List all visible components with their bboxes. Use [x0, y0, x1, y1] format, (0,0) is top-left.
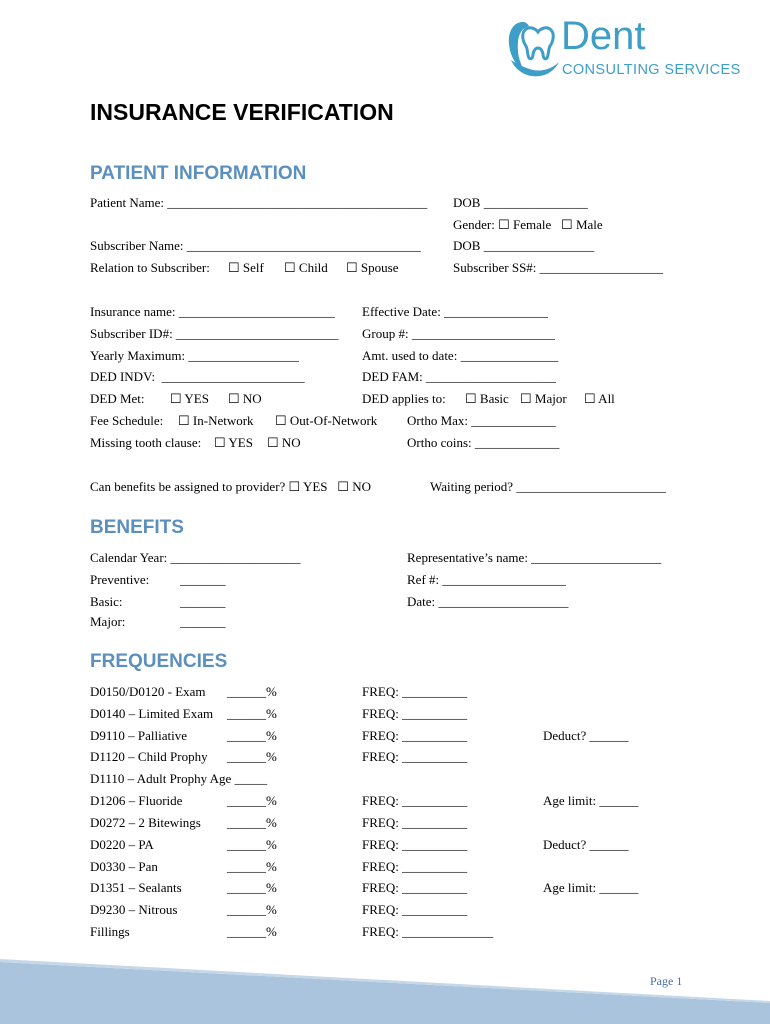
- ortho-coins-field[interactable]: Ortho coins: _____________: [407, 435, 560, 450]
- relation-label: Relation to Subscriber:: [90, 260, 210, 275]
- coverage-percent-field[interactable]: ______%: [227, 749, 277, 764]
- relation-self-checkbox[interactable]: ☐ Self: [228, 260, 264, 275]
- waiting-period-field[interactable]: Waiting period? _______________________: [430, 479, 666, 494]
- patient-info-heading: PATIENT INFORMATION: [90, 163, 307, 184]
- procedure-code-label: D1206 – Fluoride: [90, 793, 183, 808]
- ortho-max-field[interactable]: Ortho Max: _____________: [407, 413, 556, 428]
- ded-basic-checkbox[interactable]: ☐ Basic: [465, 391, 509, 406]
- coverage-percent-field[interactable]: ______%: [227, 859, 277, 874]
- fee-schedule-label: Fee Schedule:: [90, 413, 164, 428]
- preventive-label: Preventive:: [90, 572, 150, 587]
- preventive-field[interactable]: _______: [180, 572, 226, 587]
- ded-fam-field[interactable]: DED FAM: ____________________: [362, 369, 557, 384]
- basic-field[interactable]: _______: [180, 594, 226, 609]
- procedure-code-label: D0330 – Pan: [90, 859, 158, 874]
- frequency-field[interactable]: FREQ: __________: [362, 749, 468, 764]
- procedure-code-label: D9110 – Palliative: [90, 728, 188, 743]
- frequency-field[interactable]: FREQ: __________: [362, 880, 468, 895]
- coverage-percent-field[interactable]: ______%: [227, 815, 277, 830]
- coverage-percent-field[interactable]: ______%: [227, 902, 277, 917]
- subscriber-id-field[interactable]: Subscriber ID#: _________________________: [90, 326, 339, 341]
- yearly-maximum-field[interactable]: Yearly Maximum: _________________: [90, 348, 299, 363]
- extra-field[interactable]: Deduct? ______: [543, 837, 629, 852]
- frequency-field[interactable]: FREQ: __________: [362, 837, 468, 852]
- patient-name-field[interactable]: Patient Name: ________________________________________: [90, 195, 428, 210]
- amt-used-field[interactable]: Amt. used to date: _______________: [362, 348, 559, 363]
- extra-field[interactable]: Age limit: ______: [543, 793, 639, 808]
- subscriber-name-field[interactable]: Subscriber Name: ____________________________________: [90, 238, 421, 253]
- major-label: Major:: [90, 614, 126, 629]
- procedure-code-label: Fillings: [90, 924, 130, 939]
- insurance-name-field[interactable]: Insurance name: ________________________: [90, 304, 335, 319]
- ded-indv-field[interactable]: DED INDV: ______________________: [90, 369, 305, 384]
- frequency-field[interactable]: FREQ: __________: [362, 706, 468, 721]
- ded-met-yes-checkbox[interactable]: ☐ YES: [170, 391, 209, 406]
- coverage-percent-field[interactable]: ______%: [227, 684, 277, 699]
- relation-child-checkbox[interactable]: ☐ Child: [284, 260, 328, 275]
- subscriber-ss-field[interactable]: Subscriber SS#: ___________________: [453, 260, 664, 275]
- ded-applies-label: DED applies to:: [362, 391, 446, 406]
- page-title: INSURANCE VERIFICATION: [90, 99, 394, 125]
- dent-logo: [503, 16, 753, 82]
- major-field[interactable]: _______: [180, 614, 226, 629]
- group-field[interactable]: Group #: ______________________: [362, 326, 555, 341]
- procedure-code-label: D0140 – Limited Exam: [90, 706, 214, 721]
- logo-tagline: CONSULTING SERVICES: [562, 62, 741, 78]
- footer-band: [0, 955, 770, 1024]
- gender-field[interactable]: Gender: ☐ Female ☐ Male: [453, 217, 603, 232]
- procedure-code-label: D0220 – PA: [90, 837, 154, 852]
- frequency-field[interactable]: FREQ: __________: [362, 815, 468, 830]
- date-field[interactable]: Date: ____________________: [407, 594, 569, 609]
- procedure-code-label: D1120 – Child Prophy: [90, 749, 208, 764]
- coverage-percent-field[interactable]: ______%: [227, 924, 277, 939]
- ref-field[interactable]: Ref #: ___________________: [407, 572, 566, 587]
- frequency-field[interactable]: FREQ: __________: [362, 859, 468, 874]
- frequency-field[interactable]: FREQ: __________: [362, 728, 468, 743]
- procedure-code-label: D1351 – Sealants: [90, 880, 182, 895]
- relation-spouse-checkbox[interactable]: ☐ Spouse: [346, 260, 399, 275]
- procedure-code-label: D1110 – Adult Prophy Age _____: [90, 771, 268, 786]
- frequency-field[interactable]: FREQ: __________: [362, 793, 468, 808]
- tooth-hands-icon: [503, 16, 565, 82]
- frequency-field[interactable]: FREQ: __________: [362, 902, 468, 917]
- calendar-year-field[interactable]: Calendar Year: ____________________: [90, 550, 301, 565]
- coverage-percent-field[interactable]: ______%: [227, 728, 277, 743]
- procedure-code-label: D0272 – 2 Bitewings: [90, 815, 201, 830]
- ded-major-checkbox[interactable]: ☐ Major: [520, 391, 567, 406]
- missing-tooth-label: Missing tooth clause:: [90, 435, 202, 450]
- basic-label: Basic:: [90, 594, 123, 609]
- fee-out-network-checkbox[interactable]: ☐ Out-Of-Network: [275, 413, 378, 428]
- dob-field[interactable]: DOB ________________: [453, 195, 588, 210]
- extra-field[interactable]: Deduct? ______: [543, 728, 629, 743]
- frequency-field[interactable]: FREQ: ______________: [362, 924, 494, 939]
- coverage-percent-field[interactable]: ______%: [227, 793, 277, 808]
- ded-met-no-checkbox[interactable]: ☐ NO: [228, 391, 262, 406]
- procedure-code-label: D0150/D0120 - Exam: [90, 684, 206, 699]
- ded-met-label: DED Met:: [90, 391, 145, 406]
- coverage-percent-field[interactable]: ______%: [227, 880, 277, 895]
- representative-name-field[interactable]: Representative’s name: ____________________: [407, 550, 662, 565]
- missing-tooth-no-checkbox[interactable]: ☐ NO: [267, 435, 301, 450]
- benefits-heading: BENEFITS: [90, 517, 184, 538]
- frequency-field[interactable]: FREQ: __________: [362, 684, 468, 699]
- coverage-percent-field[interactable]: ______%: [227, 837, 277, 852]
- subscriber-dob-field[interactable]: DOB _________________: [453, 238, 595, 253]
- frequencies-heading: FREQUENCIES: [90, 651, 228, 672]
- effective-date-field[interactable]: Effective Date: ________________: [362, 304, 549, 319]
- procedure-code-label: D9230 – Nitrous: [90, 902, 178, 917]
- page-number: Page 1: [650, 974, 683, 988]
- coverage-percent-field[interactable]: ______%: [227, 706, 277, 721]
- benefits-assigned-field[interactable]: Can benefits be assigned to provider? ☐ YES ☐ NO: [90, 479, 371, 494]
- ded-all-checkbox[interactable]: ☐ All: [584, 391, 615, 406]
- extra-field[interactable]: Age limit: ______: [543, 880, 639, 895]
- logo-name: Dent: [561, 14, 646, 58]
- fee-in-network-checkbox[interactable]: ☐ In-Network: [178, 413, 254, 428]
- missing-tooth-yes-checkbox[interactable]: ☐ YES: [214, 435, 253, 450]
